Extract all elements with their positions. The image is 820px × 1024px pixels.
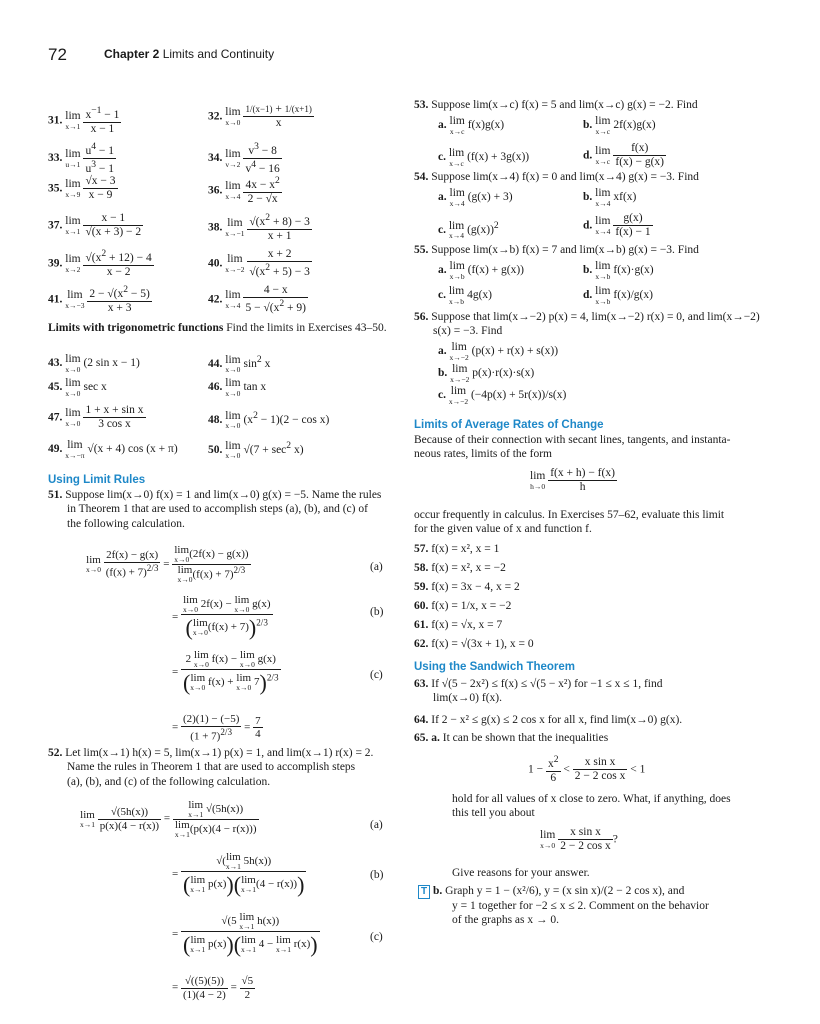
exercise-52-text: 52. Let lim(x→1) h(x) = 5, lim(x→1) p(x) = 1, and lim(x→1) r(x) = 2. Name the rules in Theorem 1 that are used to accomplish steps (a), (b), and (c) of the following calculation. [48, 747, 374, 788]
ex53-c: c. lim x→c (f(x) + 3g(x)) [438, 147, 530, 168]
exercise-31: 31. lim x→1 $\frac{x^{-1} - 1}{x - 1}$ [48, 105, 120, 136]
ex53-a: a. lim x→c f(x)g(x) [438, 115, 505, 136]
ex52-step-b: = √(lim x→1 5h(x)) (lim x→1 p(x))(lim x→1 (4 − r(x))) [172, 851, 305, 897]
ex65-reasons: Give reasons for your answer. [452, 867, 590, 879]
ex52-label-a: (a) [370, 819, 383, 831]
ex54-c: c. lim x→4 $(g(x))^2$ [438, 219, 499, 241]
exercise-43: 43. lim x→0 (2 sin x − 1) [48, 353, 140, 374]
exercise-55: 55. Suppose lim(x→b) f(x) = 7 and lim(x→b) g(x) = −3. Find [414, 244, 699, 256]
ex51-label-b: (b) [370, 606, 384, 618]
exercise-38: 38. lim x→−1 $\frac{√(x^2 + 8) - 3}{x + 1}$ [208, 212, 310, 243]
page-number: 72 [48, 45, 67, 64]
avg-formula: lim h→0 $\frac{f(x + h) - f(x)}{h}$ [530, 467, 615, 494]
exercise-36: 36. lim x→4 $\frac{4x - x^2}{2 - √x}$ [208, 175, 280, 206]
ex51-label-c: (c) [370, 669, 383, 681]
trig-section-heading: Limits with trigonometric functions Find the limits in Exercises 43–50. [48, 322, 387, 334]
exercise-35: 35. lim x→9 $\frac{√x - 3}{x - 9}$ [48, 175, 116, 202]
exercise-62: 62. f(x) = √(3x + 1), x = 0 [414, 638, 534, 650]
ex51-label-a: (a) [370, 561, 383, 573]
exercise-56: 56. Suppose that lim(x→−2) p(x) = 4, lim(x→−2) r(x) = 0, and lim(x→−2) s(x) = −3. Find [414, 311, 760, 338]
ex56-a: a. lim x→−2 (p(x) + r(x) + s(x)) [438, 341, 559, 362]
ex54-d: d. lim x→4 $\frac{g(x)}{f(x) - 1}$ [583, 212, 651, 239]
exercise-44: 44. lim x→0 $\sin^2 x$ [208, 353, 271, 375]
ex56-c: c. lim x→−2 (−4p(x) + 5r(x))/s(x) [438, 385, 567, 406]
exercise-64: 64. If 2 − x² ≤ g(x) ≤ 2 cos x for all x, find lim(x→0) g(x). [414, 714, 683, 726]
section-average-rates: Limits of Average Rates of Change [414, 419, 604, 431]
exercise-39: 39. lim x→2 $\frac{√(x^2 + 12) - 4}{x - 2}$ [48, 248, 152, 279]
exercise-51-text: 51. Suppose lim(x→0) f(x) = 1 and lim(x→0) g(x) = −5. Name the rules in Theorem 1 that are used to accomplish steps (a), (b), and (c) of the following calculation. [48, 489, 382, 530]
exercise-40: 40. lim x→−2 $\frac{x + 2}{√(x^2 + 5) - 3}$ [208, 248, 310, 279]
ex51-step-d: = $\frac{(2)(1) - (-5)}{(1 + 7)^{2/3}}$ = $\frac{7}{4}$ [172, 713, 261, 743]
ex51-step-b: = lim x→0 2f(x) − lim x→0 g(x) (lim x→0 (f(x) + 7))$^{2/3}$ [172, 594, 271, 640]
ex65-b: T b. Graph y = 1 − (x²/6), y = (x sin x)/(2 − 2 cos x), and y = 1 together for −2 ≤ x ≤ 2. Comment on the behavior of the graphs as x → 0. [418, 884, 709, 928]
exercise-42: 42. lim x→4 $\frac{4 - x}{5 - √(x^2 + 9)}$ [208, 284, 306, 315]
exercise-46: 46. lim x→0 tan x [208, 377, 267, 398]
ex54-b: b. lim x→4 xf(x) [583, 187, 637, 208]
ex65-limit: lim x→0 $\frac{\text{x sin x}}{\text{2 − 2 cos x}}$ ? [540, 826, 618, 853]
exercise-33: 33. lim u→1 $\frac{u^4 - 1}{u^3 - 1}$ [48, 141, 115, 175]
ex52-label-b: (b) [370, 869, 384, 881]
exercise-47: 47. lim x→0 $\frac{\text{1 + x + sin x}}{\text{3 cos x}}$ [48, 404, 144, 431]
ex54-a: a. lim x→4 (g(x) + 3) [438, 187, 513, 208]
exercise-34: 34. lim v→2 $\frac{v^3 - 8}{v^4 - 16}$ [208, 141, 280, 175]
exercise-50: 50. lim x→0 $√(7 + \sec^2 x)$ [208, 439, 304, 461]
exercise-59: 59. f(x) = 3x − 4, x = 2 [414, 581, 520, 593]
exercise-37: 37. lim x→1 $\frac{x - 1}{√(x + 3) - 2}$ [48, 212, 142, 239]
ex53-b: b. lim x→c 2f(x)g(x) [583, 115, 656, 136]
exercise-32: 32. lim x→0 $\frac{1/(x-1) + 1/(x+1)}{x}$ [208, 103, 312, 130]
ex51-step-c: = 2 lim x→0 f(x) − lim x→0 g(x) (lim x→0 f(x) + lim x→0 7)$^{2/3}$ [172, 649, 279, 695]
exercise-45: 45. lim x→0 sec x [48, 377, 107, 398]
ex52-label-c: (c) [370, 931, 383, 943]
ex55-b: b. lim x→b f(x)·g(x) [583, 260, 654, 281]
chapter-title: Chapter 2 Limits and Continuity [104, 47, 275, 61]
ex52-step-a: lim x→1 $\frac{√(5h(x))}{p(x)(4 - r(x))}$ = lim x→1 √(5h(x)) lim x→1 (p(x)(4 − r(x))) [80, 799, 257, 839]
ex51-step-a: lim x→0 $\frac{2f(x) - g(x)}{(f(x) + 7)^{2/3}}$ = lim x→0 (2f(x) − g(x)) lim x→0 $(f(x) + 7)^{2/3}$ [86, 544, 249, 585]
exercise-63: 63. If √(5 − 2x²) ≤ f(x) ≤ √(5 − x²) for −1 ≤ x ≤ 1, find lim(x→0) f(x). [414, 678, 663, 705]
avg-intro: Because of their connection with secant lines, tangents, and instanta- neous rates, limits of the form [414, 434, 731, 461]
section-sandwich: Using the Sandwich Theorem [414, 661, 576, 673]
section-using-limit-rules: Using Limit Rules [48, 474, 146, 486]
exercise-61: 61. f(x) = √x, x = 7 [414, 619, 503, 631]
exercise-48: 48. lim x→0 $(x^2 - 1)(2 - \cos x)$ [208, 409, 330, 431]
exercise-65-a: 65. a. It can be shown that the inequalities [414, 732, 609, 744]
exercise-49: 49. lim x→−π √(x + 4) cos (x + π) [48, 439, 178, 460]
exercise-53: 53. Suppose lim(x→c) f(x) = 5 and lim(x→c) g(x) = −2. Find [414, 99, 698, 111]
ex55-c: c. lim x→b 4g(x) [438, 285, 492, 306]
ex52-step-c: = √(5 lim x→1 h(x)) (lim x→1 p(x))(lim x→1 4 − lim x→1 r(x)) [172, 911, 318, 957]
ex56-b: b. lim x→−2 p(x)·r(x)·s(x) [438, 363, 535, 384]
ex55-d: d. lim x→b f(x)/g(x) [583, 285, 653, 306]
exercise-41: 41. lim x→−3 $\frac{2 - √(x^2 - 5)}{x + 3}$ [48, 284, 150, 315]
exercise-54: 54. Suppose lim(x→4) f(x) = 0 and lim(x→4) g(x) = −3. Find [414, 171, 699, 183]
ex55-a: a. lim x→b (f(x) + g(x)) [438, 260, 525, 281]
ex65-inequality: 1 − $\frac{x^2}{6}$ < $\frac{\text{x sin x}}{\text{2 − 2 cos x}}$ < 1 [528, 754, 646, 785]
ex52-step-d: = $\frac{√((5)(5))}{(1)(4 - 2)}$ = $\frac{√5}{2}$ [172, 975, 254, 1001]
technology-icon: T [418, 885, 430, 899]
ex65-text: hold for all values of x close to zero. What, if anything, does this tell you about [452, 793, 731, 820]
exercise-57: 57. f(x) = x², x = 1 [414, 543, 500, 555]
exercise-60: 60. f(x) = 1/x, x = −2 [414, 600, 512, 612]
exercise-58: 58. f(x) = x², x = −2 [414, 562, 506, 574]
ex53-d: d. lim x→c $\frac{f(x)}{f(x) - g(x)}$ [583, 142, 665, 169]
avg-text-2: occur frequently in calculus. In Exercises 57–62, evaluate this limit for the given value of x and function f. [414, 509, 725, 536]
